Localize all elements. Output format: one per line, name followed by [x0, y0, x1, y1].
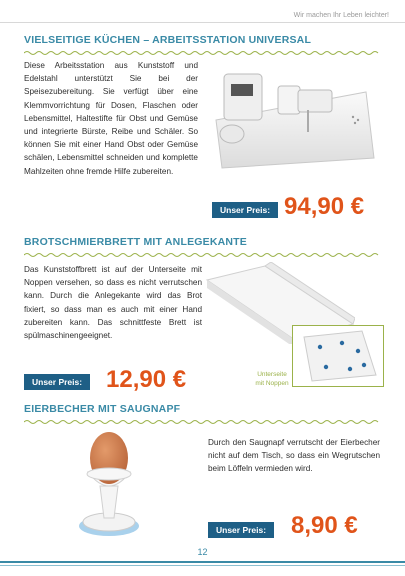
header-divider: [0, 22, 405, 23]
page-number: 12: [197, 547, 208, 557]
wavy-divider: [24, 252, 380, 258]
price-label: Unser Preis:: [24, 374, 90, 390]
header-tagline: Wir machen Ihr Leben leichter!: [293, 12, 389, 19]
section-title-brotschmierbrett: BROTSCHMIERBRETT MIT ANLEGEKANTE: [24, 236, 248, 248]
caption-line: mit Noppen: [255, 380, 289, 387]
section-title-eierbecher: EIERBECHER MIT SAUGNAPF: [24, 403, 181, 415]
section-text-eierbecher: Durch den Saugnapf verrutscht der Eierbecher nicht auf dem Tisch, so dass ein Wegrutschen beim Löffeln vermieden wird.: [208, 438, 380, 474]
price-brotschmierbrett: 12,90 €: [106, 366, 187, 393]
brett-unterseite-image: [292, 325, 384, 387]
eierbecher-image: [74, 426, 144, 542]
price-label: Unser Preis:: [212, 202, 278, 218]
arbeitsstation-image: [208, 62, 380, 172]
section-text-brotschmierbrett: Das Kunststoffbrett ist auf der Unterseite mit Noppen versehen, so dass es nicht verrutschen kann. Durch die Anlegekante wird das Brot fixiert, so dass man es auch mit einer Hand zubereiten kann. Das schnittfeste Brett ist spülmaschinengeeignet.: [24, 265, 202, 341]
wavy-divider: [24, 50, 380, 56]
price-label: Unser Preis:: [208, 522, 274, 538]
section-text-arbeitsstation: Diese Arbeitsstation aus Kunststoff und Edelstahl unterstützt Sie bei der Speisezubereitung. Sie verfügt über eine Klemmvorrichtung für Dosen, Flaschen oder Lebensmittel, Haltestifte für Obst und Gemüse und integrierte Bürste, Reibe und Schäler. So können Sie mit einer Hand Obst oder Gemüse schälen, Lebensmittel schneiden und komplette Mahlzeiten ohne fremde Hilfe zubereiten.: [24, 61, 198, 176]
section-title-arbeitsstation: VIELSEITIGE KÜCHEN – ARBEITSSTATION UNIVERSAL: [24, 34, 312, 46]
caption-line: Unterseite: [257, 371, 287, 378]
footer-divider-thin: [0, 565, 405, 566]
price-eierbecher: 8,90 €: [291, 512, 358, 539]
footer-divider: [0, 561, 405, 563]
price-arbeitsstation: 94,90 €: [284, 193, 365, 220]
wavy-divider: [24, 419, 380, 425]
caption-unterseite: [252, 370, 292, 388]
